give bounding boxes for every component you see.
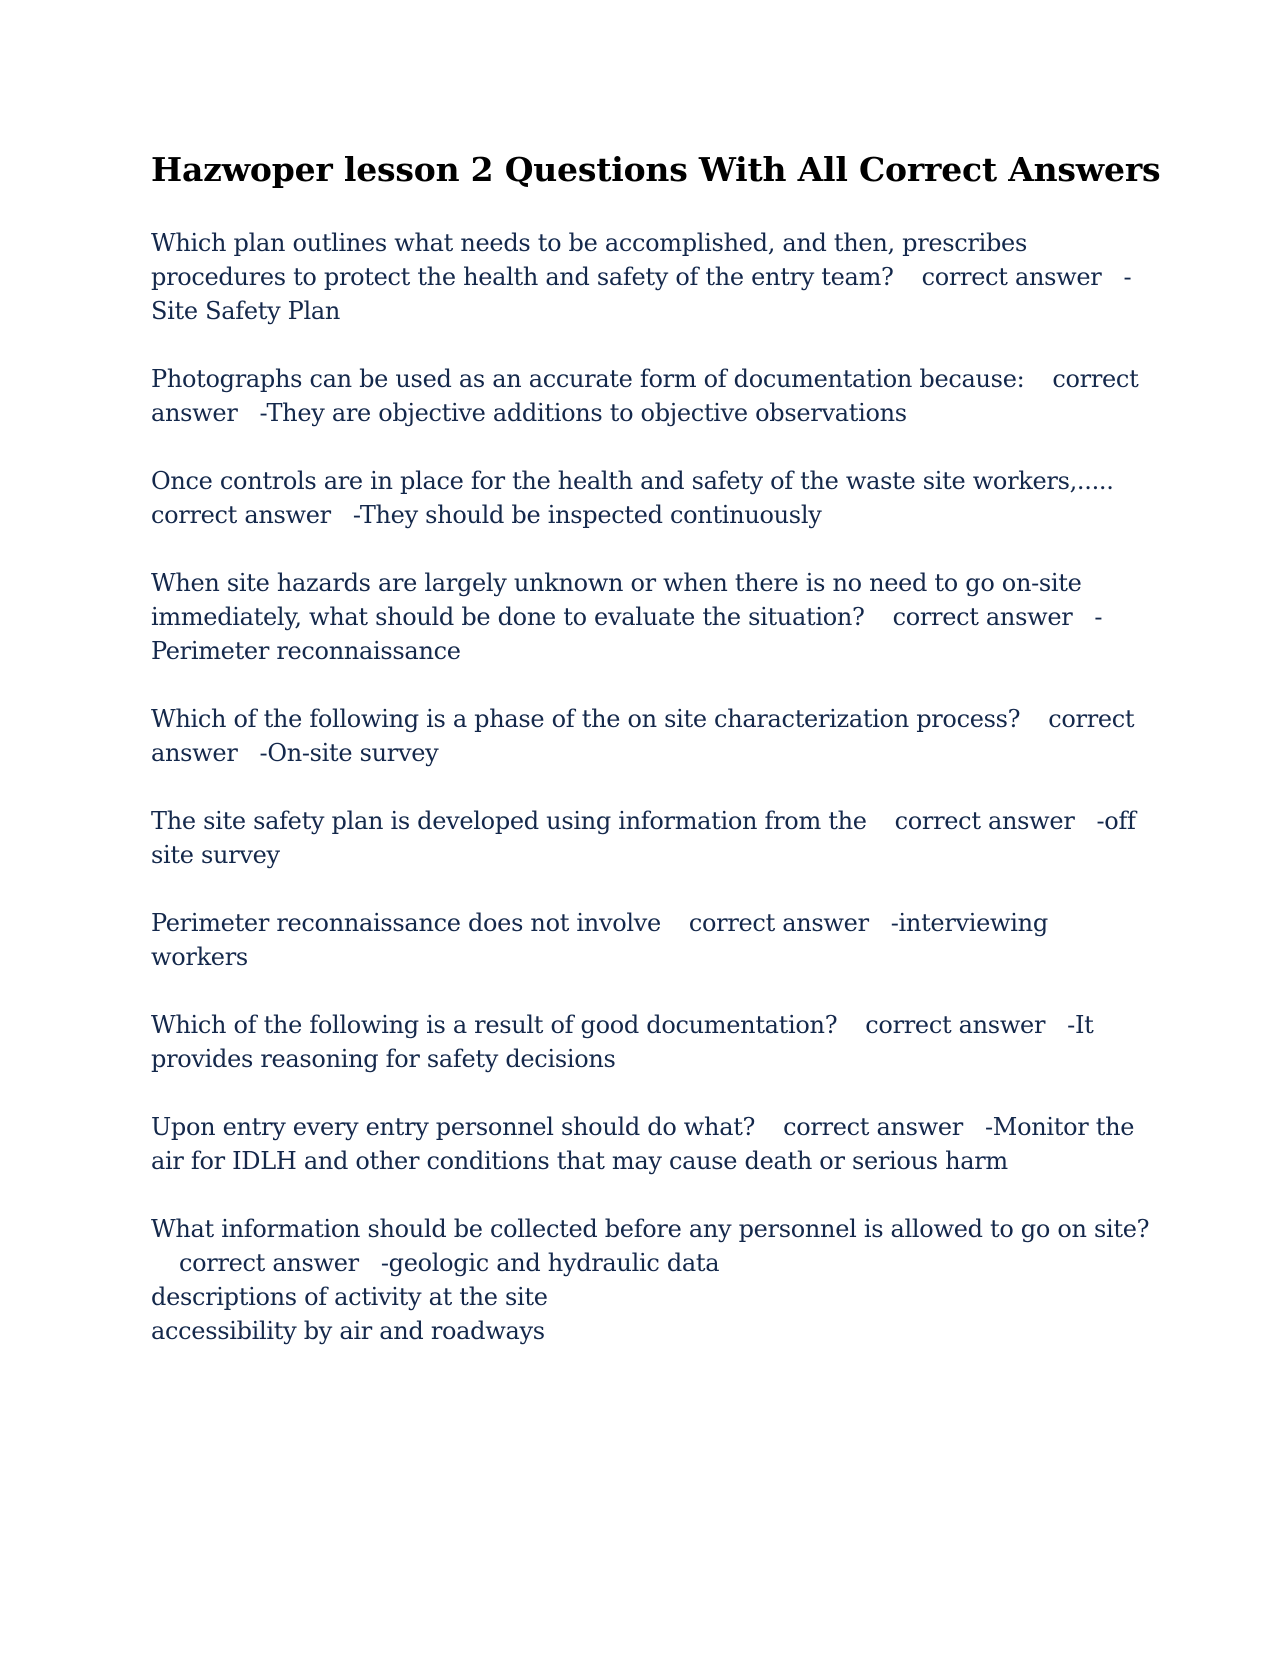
- qa-item: [151, 804, 1151, 872]
- question-text: The site safety plan is developed using information from the: [151, 807, 867, 835]
- answer-text: -They are objective additions to objective observations: [259, 399, 907, 427]
- answer-marker: correct answer: [151, 501, 331, 529]
- question-text: Perimeter reconnaissance does not involve: [151, 909, 661, 937]
- question-text: What information should be collected before any personnel is allowed to go on site?: [151, 1215, 1150, 1243]
- qa-item: [151, 906, 1151, 974]
- answer-text: -Monitor the air for IDLH and other conditions that may cause death or serious harm: [151, 1113, 1135, 1175]
- answer-text: -geologic and hydraulic data: [380, 1249, 720, 1277]
- answer-marker: correct answer: [151, 365, 1139, 427]
- qa-item: [151, 1008, 1151, 1076]
- question-text: Which of the following is a phase of the on site characterization process?: [151, 705, 1021, 733]
- qa-item: [151, 702, 1151, 770]
- document-title: Hazwoper lesson 2 Questions With All Correct Answers: [151, 150, 1161, 189]
- answer-text: -interviewing workers: [151, 909, 1048, 971]
- qa-item: [151, 464, 1151, 532]
- answer-marker: correct answer: [892, 603, 1073, 631]
- answer-marker: correct answer: [688, 909, 869, 937]
- qa-item: [151, 1212, 1151, 1348]
- answer-marker: correct answer: [921, 263, 1102, 291]
- question-text: Photographs can be used as an accurate form of documentation because:: [151, 365, 1025, 393]
- qa-item: [151, 566, 1151, 668]
- question-text: Upon entry every entry personnel should do what?: [151, 1113, 756, 1141]
- answer-text: -Site Safety Plan: [151, 263, 1132, 325]
- answer-marker: correct answer: [865, 1011, 1046, 1039]
- question-text: When site hazards are largely unknown or when there is no need to go on-site immediately, what should be done to evaluate the situation?: [151, 569, 1082, 631]
- qa-item: [151, 362, 1151, 430]
- question-text: Once controls are in place for the health and safety of the waste site workers,.....: [151, 467, 1114, 495]
- qa-item: [151, 1110, 1151, 1178]
- qa-item: [151, 226, 1151, 328]
- answer-text: -It provides reasoning for safety decisions: [151, 1011, 1094, 1073]
- answer-text: -They should be inspected continuously: [352, 501, 822, 529]
- answer-marker: correct answer: [179, 1249, 359, 1277]
- answer-marker: correct answer: [151, 705, 1135, 767]
- answer-marker: correct answer: [783, 1113, 963, 1141]
- answer-text: -Perimeter reconnaissance: [151, 603, 1103, 665]
- question-text: Which of the following is a result of good documentation?: [151, 1011, 838, 1039]
- document-page: [151, 148, 1161, 1382]
- answer-text: -off site survey: [151, 807, 1136, 869]
- answer-extra-line: accessibility by air and roadways: [151, 1317, 545, 1345]
- answer-extra-line: descriptions of activity at the site: [151, 1283, 548, 1311]
- answer-marker: correct answer: [894, 807, 1075, 835]
- answer-text: -On-site survey: [259, 739, 439, 767]
- question-text: Which plan outlines what needs to be accomplished, and then, prescribes procedures to protect the health and safety of the entry team?: [151, 229, 1027, 291]
